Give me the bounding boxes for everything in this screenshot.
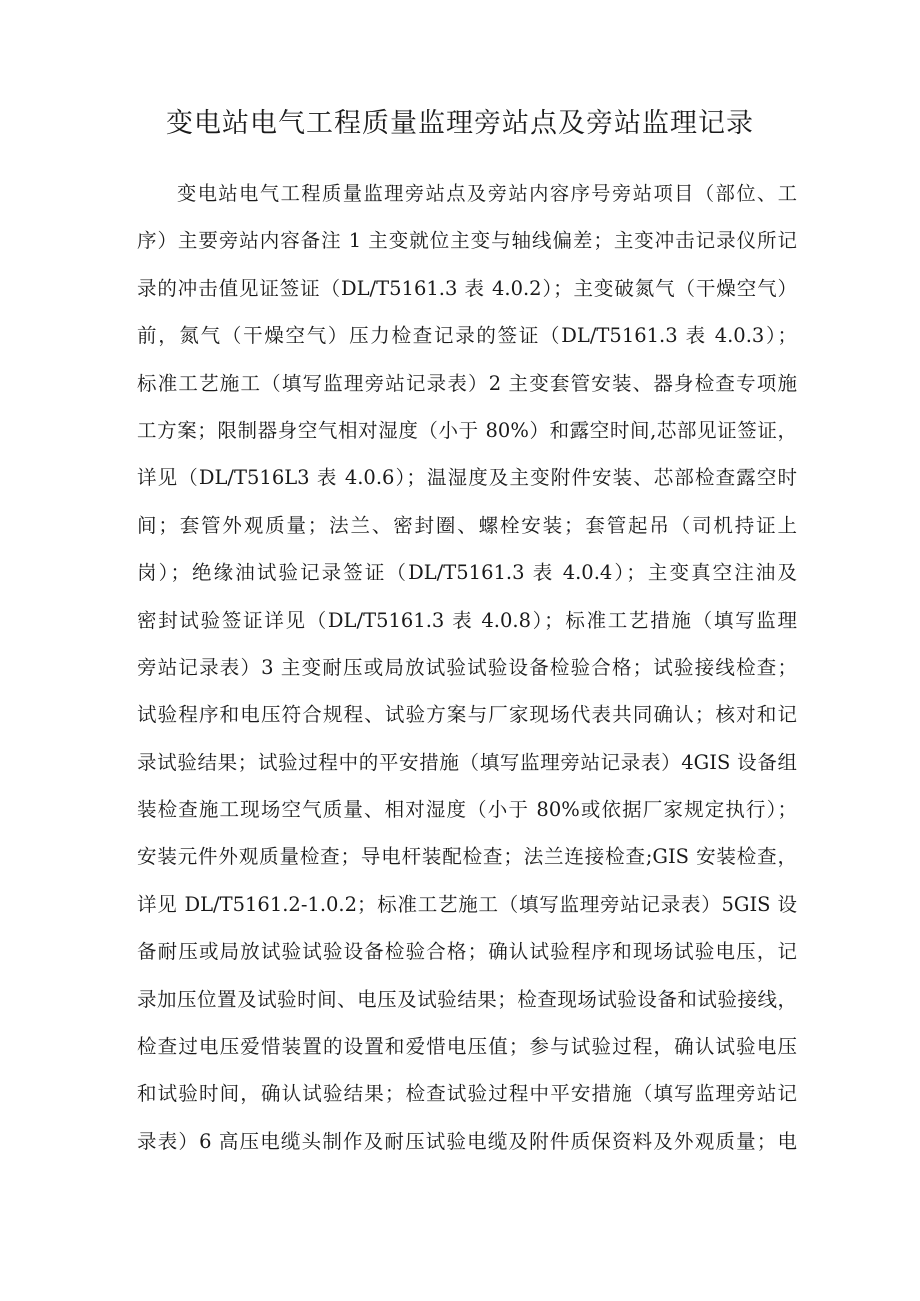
- text-line: 和试验时间，确认试验结果；检查试验过程中平安措施（填写监理旁站记: [137, 1082, 797, 1106]
- text-line: 装检查施工现场空气质量、相对湿度（小于 80%或依据厂家规定执行）；: [137, 798, 797, 822]
- document-title: 变电站电气工程质量监理旁站点及旁站监理记录: [166, 108, 754, 139]
- text-line: 录的冲击值见证签证（DL/T5161.3 表 4.0.2）；主变破氮气（干燥空气）: [137, 276, 797, 300]
- text-line: 试验程序和电压符合规程、试验方案与厂家现场代表共同确认；核对和记: [137, 703, 797, 727]
- text-line: 密封试验签证详见（DL/T5161.3 表 4.0.8）；标准工艺措施（填写监理: [137, 608, 797, 632]
- text-line: 工方案；限制器身空气相对湿度（小于 80%）和露空时间,芯部见证签证，: [137, 418, 797, 442]
- text-line: 安装元件外观质量检查；导电杆装配检查；法兰连接检查;GIS 安装检查，: [137, 845, 797, 869]
- text-line: 备耐压或局放试验试验设备检验合格；确认试验程序和现场试验电压，记: [137, 940, 797, 964]
- text-line: 检查过电压爱惜装置的设置和爱惜电压值；参与试验过程，确认试验电压: [137, 1035, 797, 1059]
- text-line: 前，氮气（干燥空气）压力检查记录的签证（DL/T5161.3 表 4.0.3）；: [137, 324, 797, 348]
- text-line: 详见 DL/T5161.2-1.0.2；标准工艺施工（填写监理旁站记录表）5GIS 设: [137, 892, 797, 916]
- text-line: 录表）6 高压电缆头制作及耐压试验电缆及附件质保资料及外观质量；电: [137, 1129, 797, 1153]
- text-line: 录加压位置及试验时间、电压及试验结果；检查现场试验设备和试验接线，: [137, 987, 797, 1011]
- text-line: 录试验结果；试验过程中的平安措施（填写监理旁站记录表）4GIS 设备组: [137, 750, 797, 774]
- text-line: 岗）；绝缘油试验记录签证（DL/T5161.3 表 4.0.4）；主变真空注油及: [137, 561, 797, 585]
- text-line: 标准工艺施工（填写监理旁站记录表）2 主变套管安装、器身检查专项施: [137, 371, 797, 395]
- document-body: [137, 170, 797, 1165]
- text-line: 序）主要旁站内容备注 1 主变就位主变与轴线偏差；主变冲击记录仪所记: [137, 229, 797, 253]
- text-line: 旁站记录表）3 主变耐压或局放试验试验设备检验合格；试验接线检查；: [137, 655, 797, 679]
- text-line: 变电站电气工程质量监理旁站点及旁站内容序号旁站项目（部位、工: [177, 182, 797, 205]
- text-line: 间；套管外观质量；法兰、密封圈、螺栓安装；套管起吊（司机持证上: [137, 513, 797, 537]
- text-line: 详见（DL/T516L3 表 4.0.6）；温湿度及主变附件安装、芯部检查露空时: [137, 466, 797, 490]
